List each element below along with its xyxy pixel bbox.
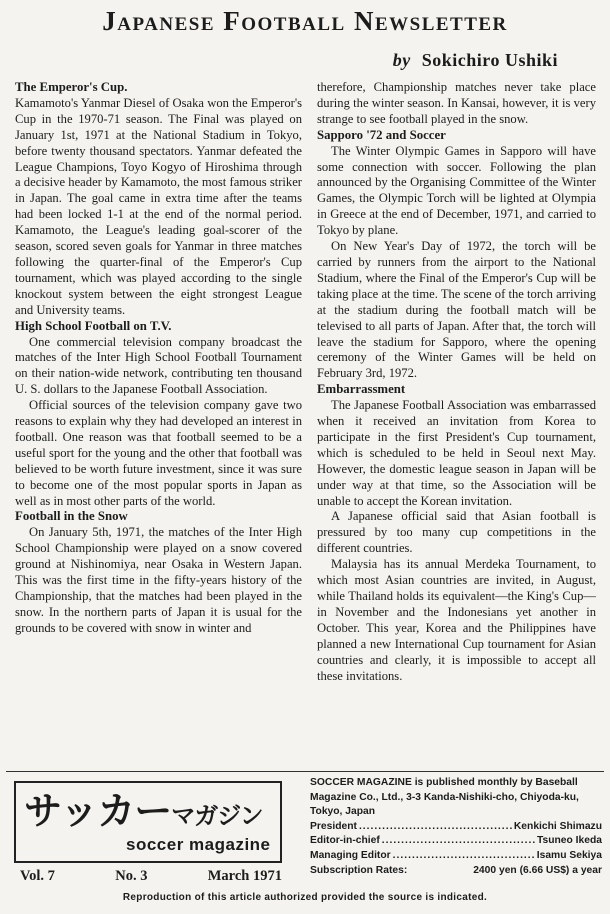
section-heading-emperors-cup: The Emperor's Cup. <box>15 80 128 94</box>
logo-japanese-small: マガジン <box>171 802 263 830</box>
byline <box>393 50 558 71</box>
masthead-rates-row <box>310 864 602 879</box>
president-label: President <box>310 820 357 832</box>
section-heading-football-snow: Football in the Snow <box>15 509 128 524</box>
paragraph-embarrassment-1: The Japanese Football Association was embarrassed when it received an invitation from Korea to participate in the first President's Cup tournament, which is scheduled to be held in Seoul next May. However, the domestic league season in Japan will be under way at that time, so the Association will be unable to accept the Korean invitation. <box>317 398 596 508</box>
section-heading-high-school-tv: High School Football on T.V. <box>15 318 172 333</box>
issue-date: March 1971 <box>207 868 282 884</box>
masthead-president-row <box>310 820 602 835</box>
right-column <box>317 80 596 684</box>
leader-dots <box>382 834 535 849</box>
soccer-magazine-logo <box>14 781 282 863</box>
byline-prefix: by <box>392 50 411 70</box>
leader-dots <box>359 820 512 835</box>
paragraph-embarrassment-3: Malaysia has its annual Merdeka Tournament, to which most Asian countries are invited, in August, while Thailand holds its equivalent—the King's Cup—in November and the Indonesians yet another in October. This year, Korea and the Philippines have planned a new International Cup tournament for Asian countries and clearly, it is impossible to accept all these invitations. <box>317 557 596 683</box>
paragraph-sapporo-2: On New Year's Day of 1972, the torch will be carried by runners from the airport to the National Stadium, where the Final of the Emperor's Cup will be taking place at the time. The scene of the torch arriving at the stadium during the football match will be televised to all parts of Japan. After that, the torch will leave the stadium for Sapporo, where the opening ceremony of the Winter Games will be held on February 3rd, 1972. <box>317 239 596 381</box>
section-heading-embarrassment: Embarrassment <box>317 382 406 397</box>
issue-volume: Vol. 7 <box>20 868 55 884</box>
masthead-editor-row <box>310 834 602 849</box>
paragraph-high-school-tv-2: Official sources of the television company gave two reasons to explain why they had developed an interest in football. One reason was that football seemed to be a useful sport for the young and the other that football was believed to be worth future investment, since it was sure to become one of the most popular sports in Japan as well as in most other parts of the world. <box>15 398 302 508</box>
managing-label: Managing Editor <box>310 849 391 861</box>
paragraph-high-school-tv-1: One commercial television company broadcast the matches of the Inter High School Football Tournament on their nation-wide network, contributing ten thousand U. S. dollars to the Japanese Football Association. <box>15 334 302 397</box>
paragraph-embarrassment-2: A Japanese official said that Asian football is pressured by too many cup competitions in the different countries. <box>317 509 596 556</box>
masthead-managing-row <box>310 849 602 864</box>
managing-name: Isamu Sekiya <box>536 849 602 861</box>
logo-japanese-main: サッカー <box>24 789 172 833</box>
divider-rule <box>6 771 604 772</box>
president-name: Kenkichi Shimazu <box>513 820 602 832</box>
editor-label: Editor-in-chief <box>310 835 380 847</box>
issue-info <box>20 868 282 885</box>
paragraph-emperors-cup: Kamamoto's Yanmar Diesel of Osaka won the Emperor's Cup in the 1970-71 season. The Final was played on January 1st, 1971 at the National Stadium in Tokyo, before twenty thousand spectators. Yanmar defeated the League Champions, Toyo Kogyo of Hiroshima through a decisive header by Kamamoto, the most famous striker in Japan. The goal came in extra time after the teams had been locked 1-1 at the end of the normal period. Kamamoto, the League's leading goal-scorer of the season, scored seven goals for Yanmar in three matches following the quarter-final of the Emperor's Cup tournament, which was played according to the single knockout system between the eight strongest League and University teams. <box>15 95 302 317</box>
editor-name: Tsuneo Ikeda <box>536 835 602 847</box>
logo-english: soccer magazine <box>126 835 271 854</box>
newsletter-title: Japanese Football Newsletter <box>102 6 508 36</box>
paragraph-sapporo-1: The Winter Olympic Games in Sapporo will have some connection with soccer. Following the plan announced by the Organising Committee of the Winter Games, the Olympic Torch will be lighted at Olympia in Greece at the end of December, 1971, and carried to Tokyo by plane. <box>317 143 596 238</box>
masthead <box>310 776 602 878</box>
paragraph-football-snow-continued: therefore, Championship matches never take place during the winter season. In Kansai, however, it is very strange to see football played in the snow. <box>317 80 596 126</box>
rates-value: 2400 yen (6.66 US$) a year <box>473 864 602 876</box>
paragraph-football-snow: On January 5th, 1971, the matches of the Inter High School Championship were played on a snow covered ground at Nishinomiya, near Osaka in Western Japan. This was the first time in the fifty-years history of the Championship, that the matches had been played in the snow. In the northern parts of Japan it is usual for the grounds to be covered with snow in winter and <box>15 525 302 635</box>
leader-dots <box>393 849 535 864</box>
masthead-intro: SOCCER MAGAZINE is published monthly by Baseball Magazine Co., Ltd., 3-3 Kanda-Nishiki-cho, Chiyoda-ku, Tokyo, Japan <box>310 777 579 818</box>
issue-number: No. 3 <box>115 868 148 884</box>
logo-japanese <box>24 789 263 838</box>
left-column <box>15 80 302 637</box>
author-name: Sokichiro Ushiki <box>421 50 558 70</box>
section-heading-sapporo: Sapporo '72 and Soccer <box>317 127 446 142</box>
rates-label: Subscription Rates: <box>310 864 408 876</box>
reproduction-note: Reproduction of this article authorized provided the source is indicated. <box>122 892 488 903</box>
